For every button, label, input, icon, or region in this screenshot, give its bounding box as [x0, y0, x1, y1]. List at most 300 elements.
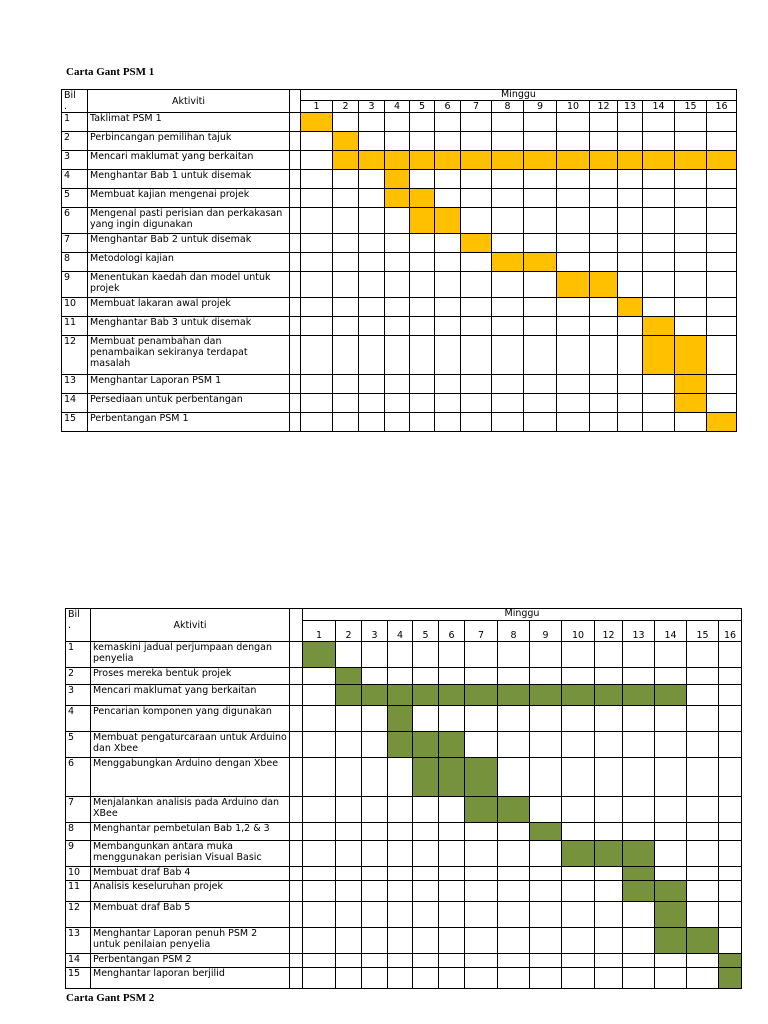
spacer-cell: [290, 189, 301, 208]
gantt-empty-cell: [675, 253, 707, 272]
gantt-bar-cell: [707, 151, 737, 170]
gantt-empty-cell: [359, 298, 385, 317]
spacer-cell: [290, 609, 303, 642]
gantt-empty-cell: [303, 867, 336, 881]
gantt-empty-cell: [530, 732, 562, 758]
week-label: 4: [385, 101, 410, 113]
gantt-empty-cell: [461, 170, 492, 189]
gantt-empty-cell: [333, 234, 359, 253]
row-number: 14: [62, 394, 88, 413]
gantt-empty-cell: [562, 732, 595, 758]
activity-row: [62, 132, 737, 151]
gantt-empty-cell: [465, 823, 498, 841]
gantt-bar-cell: [385, 151, 410, 170]
activity-row: [66, 758, 742, 797]
gantt-empty-cell: [530, 841, 562, 867]
header-bil: Bil .: [62, 90, 88, 113]
gantt-bar-cell: [498, 685, 530, 706]
activity-row: [62, 234, 737, 253]
gantt-empty-cell: [333, 170, 359, 189]
gantt-empty-cell: [439, 823, 465, 841]
gantt-empty-cell: [590, 317, 618, 336]
gantt-empty-cell: [492, 336, 524, 375]
gantt-empty-cell: [413, 642, 439, 668]
gantt-empty-cell: [530, 881, 562, 902]
gantt-empty-cell: [492, 189, 524, 208]
gantt-empty-cell: [301, 272, 333, 298]
gantt-empty-cell: [461, 189, 492, 208]
gantt-empty-cell: [336, 823, 362, 841]
gantt-empty-cell: [524, 317, 557, 336]
gantt-bar-cell: [675, 375, 707, 394]
gantt-empty-cell: [385, 317, 410, 336]
gantt-empty-cell: [707, 317, 737, 336]
week-label: 9: [524, 101, 557, 113]
gantt-empty-cell: [301, 413, 333, 432]
gantt-empty-cell: [465, 902, 498, 928]
spacer-cell: [290, 208, 301, 234]
spacer-cell: [290, 954, 303, 968]
gantt-empty-cell: [303, 797, 336, 823]
gantt-bar-cell: [465, 685, 498, 706]
gantt-empty-cell: [595, 668, 623, 685]
gantt-empty-cell: [362, 732, 388, 758]
spacer-cell: [290, 732, 303, 758]
activity-row: [62, 253, 737, 272]
gantt-empty-cell: [359, 336, 385, 375]
gantt-empty-cell: [530, 758, 562, 797]
gantt-empty-cell: [655, 823, 687, 841]
gantt-empty-cell: [336, 928, 362, 954]
gantt-empty-cell: [562, 758, 595, 797]
row-number: 12: [62, 336, 88, 375]
gantt-empty-cell: [410, 132, 435, 151]
row-number: 15: [62, 413, 88, 432]
gantt-empty-cell: [643, 234, 675, 253]
gantt-empty-cell: [388, 881, 413, 902]
gantt-empty-cell: [557, 298, 590, 317]
gantt-empty-cell: [435, 272, 461, 298]
spacer-cell: [290, 968, 303, 989]
gantt-empty-cell: [461, 298, 492, 317]
gantt-empty-cell: [333, 298, 359, 317]
gantt-empty-cell: [301, 132, 333, 151]
gantt-empty-cell: [359, 113, 385, 132]
gantt-empty-cell: [492, 272, 524, 298]
spacer-cell: [290, 170, 301, 189]
row-number: 7: [66, 797, 91, 823]
gantt-empty-cell: [618, 189, 643, 208]
activity-row: [66, 841, 742, 867]
gantt-empty-cell: [498, 902, 530, 928]
gantt-empty-cell: [524, 272, 557, 298]
gantt-empty-cell: [388, 968, 413, 989]
activity-name: Membuat kajian mengenai projek: [88, 189, 290, 208]
activity-row: [66, 732, 742, 758]
header-activity: Aktiviti: [91, 609, 290, 642]
gantt-empty-cell: [595, 758, 623, 797]
gantt-empty-cell: [359, 132, 385, 151]
gantt-empty-cell: [643, 413, 675, 432]
gantt-empty-cell: [461, 375, 492, 394]
gantt-bar-cell: [413, 732, 439, 758]
activity-name: Membuat lakaran awal projek: [88, 298, 290, 317]
gantt-empty-cell: [498, 968, 530, 989]
gantt-empty-cell: [590, 413, 618, 432]
gantt-empty-cell: [707, 253, 737, 272]
gantt-empty-cell: [623, 968, 655, 989]
gantt-empty-cell: [410, 113, 435, 132]
spacer-cell: [290, 336, 301, 375]
week-label: 1: [301, 101, 333, 113]
gantt-bar-cell: [643, 151, 675, 170]
gantt-empty-cell: [303, 732, 336, 758]
gantt-empty-cell: [359, 375, 385, 394]
gantt-empty-cell: [719, 902, 742, 928]
gantt-empty-cell: [385, 208, 410, 234]
spacer-cell: [290, 132, 301, 151]
spacer-cell: [290, 113, 301, 132]
gantt-empty-cell: [595, 797, 623, 823]
gantt-empty-cell: [618, 208, 643, 234]
gantt-empty-cell: [435, 253, 461, 272]
gantt-empty-cell: [359, 170, 385, 189]
gantt-empty-cell: [643, 132, 675, 151]
gantt-bar-cell: [385, 170, 410, 189]
gantt-empty-cell: [465, 881, 498, 902]
gantt-empty-cell: [385, 336, 410, 375]
gantt-empty-cell: [336, 732, 362, 758]
gantt-empty-cell: [439, 881, 465, 902]
activity-name: Pencarian komponen yang digunakan: [91, 706, 290, 732]
gantt-empty-cell: [595, 968, 623, 989]
gantt-empty-cell: [557, 394, 590, 413]
gantt-bar-cell: [562, 685, 595, 706]
gantt-bar-cell: [410, 189, 435, 208]
gantt-empty-cell: [557, 234, 590, 253]
header-row: [66, 609, 742, 621]
gantt-empty-cell: [359, 413, 385, 432]
gantt-empty-cell: [643, 170, 675, 189]
gantt-empty-cell: [719, 706, 742, 732]
gantt-empty-cell: [333, 413, 359, 432]
gantt-empty-cell: [410, 234, 435, 253]
gantt-empty-cell: [530, 797, 562, 823]
week-label: 2: [333, 101, 359, 113]
week-label: 12: [590, 101, 618, 113]
activity-name: Menghantar Laporan penuh PSM 2 untuk penilaian penyelia: [91, 928, 290, 954]
row-number: 5: [66, 732, 91, 758]
gantt-bar-cell: [675, 151, 707, 170]
gantt-empty-cell: [655, 706, 687, 732]
gantt-empty-cell: [388, 867, 413, 881]
gantt-bar-cell: [618, 298, 643, 317]
activity-row: [62, 272, 737, 298]
week-label: 5: [410, 101, 435, 113]
week-label: 6: [435, 101, 461, 113]
gantt-empty-cell: [623, 954, 655, 968]
gantt-empty-cell: [492, 113, 524, 132]
gantt-empty-cell: [303, 823, 336, 841]
gantt-empty-cell: [595, 928, 623, 954]
row-number: 2: [62, 132, 88, 151]
spacer-cell: [290, 272, 301, 298]
gantt-empty-cell: [643, 113, 675, 132]
gantt-empty-cell: [362, 881, 388, 902]
gantt-empty-cell: [336, 954, 362, 968]
gantt-empty-cell: [623, 758, 655, 797]
gantt-empty-cell: [333, 394, 359, 413]
activity-row: [66, 954, 742, 968]
activity-name: Perbentangan PSM 1: [88, 413, 290, 432]
gantt-bar-cell: [303, 642, 336, 668]
gantt-empty-cell: [385, 375, 410, 394]
gantt-empty-cell: [333, 253, 359, 272]
gantt-empty-cell: [618, 394, 643, 413]
spacer-cell: [290, 902, 303, 928]
activity-row: [62, 151, 737, 170]
gantt-empty-cell: [385, 272, 410, 298]
gantt-empty-cell: [719, 668, 742, 685]
row-number: 10: [62, 298, 88, 317]
activity-row: [62, 336, 737, 375]
gantt-empty-cell: [362, 823, 388, 841]
gantt-empty-cell: [590, 375, 618, 394]
gantt-bar-cell: [336, 685, 362, 706]
gantt-empty-cell: [618, 253, 643, 272]
gantt-empty-cell: [687, 823, 719, 841]
gantt-bar-cell: [413, 758, 439, 797]
activity-name: Menghantar Bab 3 untuk disemak: [88, 317, 290, 336]
gantt-empty-cell: [435, 113, 461, 132]
header-minggu: Minggu: [301, 90, 737, 101]
gantt-empty-cell: [687, 758, 719, 797]
week-label: 8: [498, 621, 530, 642]
gantt-empty-cell: [707, 394, 737, 413]
gantt-empty-cell: [687, 706, 719, 732]
gantt-empty-cell: [524, 394, 557, 413]
gantt-empty-cell: [439, 902, 465, 928]
gantt-empty-cell: [385, 394, 410, 413]
gantt-empty-cell: [336, 797, 362, 823]
gantt-empty-cell: [687, 902, 719, 928]
gantt-bar-cell: [595, 841, 623, 867]
gantt-empty-cell: [388, 642, 413, 668]
gantt-bar-cell: [655, 881, 687, 902]
activity-name: Metodologi kajian: [88, 253, 290, 272]
gantt-empty-cell: [388, 823, 413, 841]
gantt-empty-cell: [675, 189, 707, 208]
week-label: 14: [655, 621, 687, 642]
row-number: 5: [62, 189, 88, 208]
gantt-empty-cell: [719, 881, 742, 902]
gantt-bar-cell: [623, 881, 655, 902]
gantt-empty-cell: [336, 642, 362, 668]
gantt-empty-cell: [410, 170, 435, 189]
gantt-empty-cell: [385, 413, 410, 432]
gantt-bar-cell: [301, 113, 333, 132]
gantt-empty-cell: [590, 208, 618, 234]
gantt-empty-cell: [362, 867, 388, 881]
row-number: 11: [62, 317, 88, 336]
activity-row: [66, 642, 742, 668]
gantt-bar-cell: [465, 797, 498, 823]
week-label: 9: [530, 621, 562, 642]
gantt-empty-cell: [359, 253, 385, 272]
activity-name: Analisis keseluruhan projek: [91, 881, 290, 902]
gantt-bar-cell: [530, 685, 562, 706]
gantt-empty-cell: [301, 298, 333, 317]
gantt-empty-cell: [687, 867, 719, 881]
gantt-empty-cell: [362, 797, 388, 823]
week-label: 10: [562, 621, 595, 642]
spacer-cell: [290, 151, 301, 170]
gantt-empty-cell: [687, 881, 719, 902]
gantt-empty-cell: [461, 132, 492, 151]
activity-row: [66, 902, 742, 928]
gantt-empty-cell: [301, 151, 333, 170]
gantt-bar-cell: [465, 758, 498, 797]
gantt-empty-cell: [498, 928, 530, 954]
gantt-empty-cell: [303, 668, 336, 685]
gantt-empty-cell: [465, 968, 498, 989]
gantt-bar-cell: [439, 732, 465, 758]
gantt-bar-cell: [655, 902, 687, 928]
gantt-empty-cell: [655, 758, 687, 797]
gantt-bar-cell: [675, 336, 707, 375]
spacer-cell: [290, 841, 303, 867]
gantt-empty-cell: [465, 706, 498, 732]
gantt-empty-cell: [707, 336, 737, 375]
gantt-empty-cell: [590, 170, 618, 189]
activity-name: Menghantar laporan berjilid: [91, 968, 290, 989]
gantt-empty-cell: [595, 902, 623, 928]
week-label: 7: [461, 101, 492, 113]
gantt-bar-cell: [461, 151, 492, 170]
activity-row: [66, 867, 742, 881]
activity-name: Menghantar Bab 2 untuk disemak: [88, 234, 290, 253]
gantt-empty-cell: [336, 706, 362, 732]
gantt-bar-cell: [623, 685, 655, 706]
gantt-bar-cell: [557, 272, 590, 298]
gantt-empty-cell: [643, 298, 675, 317]
gantt-empty-cell: [562, 823, 595, 841]
gantt-empty-cell: [413, 881, 439, 902]
gantt-bar-cell: [530, 823, 562, 841]
gantt-empty-cell: [465, 867, 498, 881]
gantt-bar-cell: [461, 234, 492, 253]
gantt-empty-cell: [498, 706, 530, 732]
gantt-empty-cell: [618, 234, 643, 253]
gantt-empty-cell: [465, 954, 498, 968]
spacer-cell: [290, 867, 303, 881]
gantt-empty-cell: [643, 208, 675, 234]
gantt-empty-cell: [336, 758, 362, 797]
gantt-empty-cell: [530, 642, 562, 668]
gantt-bar-cell: [618, 151, 643, 170]
gantt-empty-cell: [439, 668, 465, 685]
gantt-empty-cell: [492, 317, 524, 336]
gantt-empty-cell: [388, 797, 413, 823]
gantt-table-psm2: [65, 608, 742, 989]
row-number: 3: [66, 685, 91, 706]
spacer-cell: [290, 881, 303, 902]
gantt-empty-cell: [675, 413, 707, 432]
gantt-empty-cell: [530, 968, 562, 989]
gantt-bar-cell: [643, 336, 675, 375]
row-number: 3: [62, 151, 88, 170]
gantt-empty-cell: [618, 375, 643, 394]
gantt-empty-cell: [336, 867, 362, 881]
activity-row: [66, 928, 742, 954]
gantt-empty-cell: [439, 928, 465, 954]
spacer-cell: [290, 823, 303, 841]
gantt-empty-cell: [707, 298, 737, 317]
spacer-cell: [290, 375, 301, 394]
gantt-empty-cell: [498, 758, 530, 797]
gantt-empty-cell: [492, 208, 524, 234]
gantt-empty-cell: [530, 902, 562, 928]
gantt-bar-cell: [562, 841, 595, 867]
gantt-empty-cell: [719, 758, 742, 797]
gantt-empty-cell: [303, 758, 336, 797]
gantt-empty-cell: [410, 336, 435, 375]
gantt-empty-cell: [492, 413, 524, 432]
row-number: 4: [66, 706, 91, 732]
gantt-empty-cell: [362, 902, 388, 928]
gantt-empty-cell: [687, 668, 719, 685]
gantt-empty-cell: [362, 841, 388, 867]
gantt-empty-cell: [524, 189, 557, 208]
gantt-empty-cell: [562, 867, 595, 881]
gantt-bar-cell: [388, 732, 413, 758]
gantt-empty-cell: [435, 336, 461, 375]
gantt-empty-cell: [687, 642, 719, 668]
activity-name: Menghantar Bab 1 untuk disemak: [88, 170, 290, 189]
gantt-empty-cell: [524, 234, 557, 253]
gantt-empty-cell: [439, 867, 465, 881]
week-label: 13: [618, 101, 643, 113]
gantt-empty-cell: [465, 668, 498, 685]
gantt-empty-cell: [618, 336, 643, 375]
gantt-empty-cell: [643, 272, 675, 298]
gantt-empty-cell: [643, 394, 675, 413]
chart2-caption: Carta Gant PSM 2: [66, 992, 155, 1004]
week-label: 15: [675, 101, 707, 113]
activity-row: [62, 317, 737, 336]
activity-name: kemaskini jadual perjumpaan dengan penyelia: [91, 642, 290, 668]
gantt-empty-cell: [618, 317, 643, 336]
gantt-empty-cell: [590, 298, 618, 317]
gantt-bar-cell: [336, 668, 362, 685]
gantt-empty-cell: [492, 298, 524, 317]
gantt-bar-cell: [498, 797, 530, 823]
gantt-empty-cell: [435, 170, 461, 189]
gantt-empty-cell: [719, 732, 742, 758]
gantt-empty-cell: [435, 375, 461, 394]
gantt-bar-cell: [719, 968, 742, 989]
gantt-bar-cell: [719, 954, 742, 968]
gantt-bar-cell: [590, 151, 618, 170]
gantt-bar-cell: [623, 841, 655, 867]
row-number: 14: [66, 954, 91, 968]
row-number: 2: [66, 668, 91, 685]
gantt-bar-cell: [413, 685, 439, 706]
gantt-empty-cell: [618, 132, 643, 151]
gantt-empty-cell: [333, 336, 359, 375]
gantt-empty-cell: [385, 132, 410, 151]
gantt-empty-cell: [413, 668, 439, 685]
